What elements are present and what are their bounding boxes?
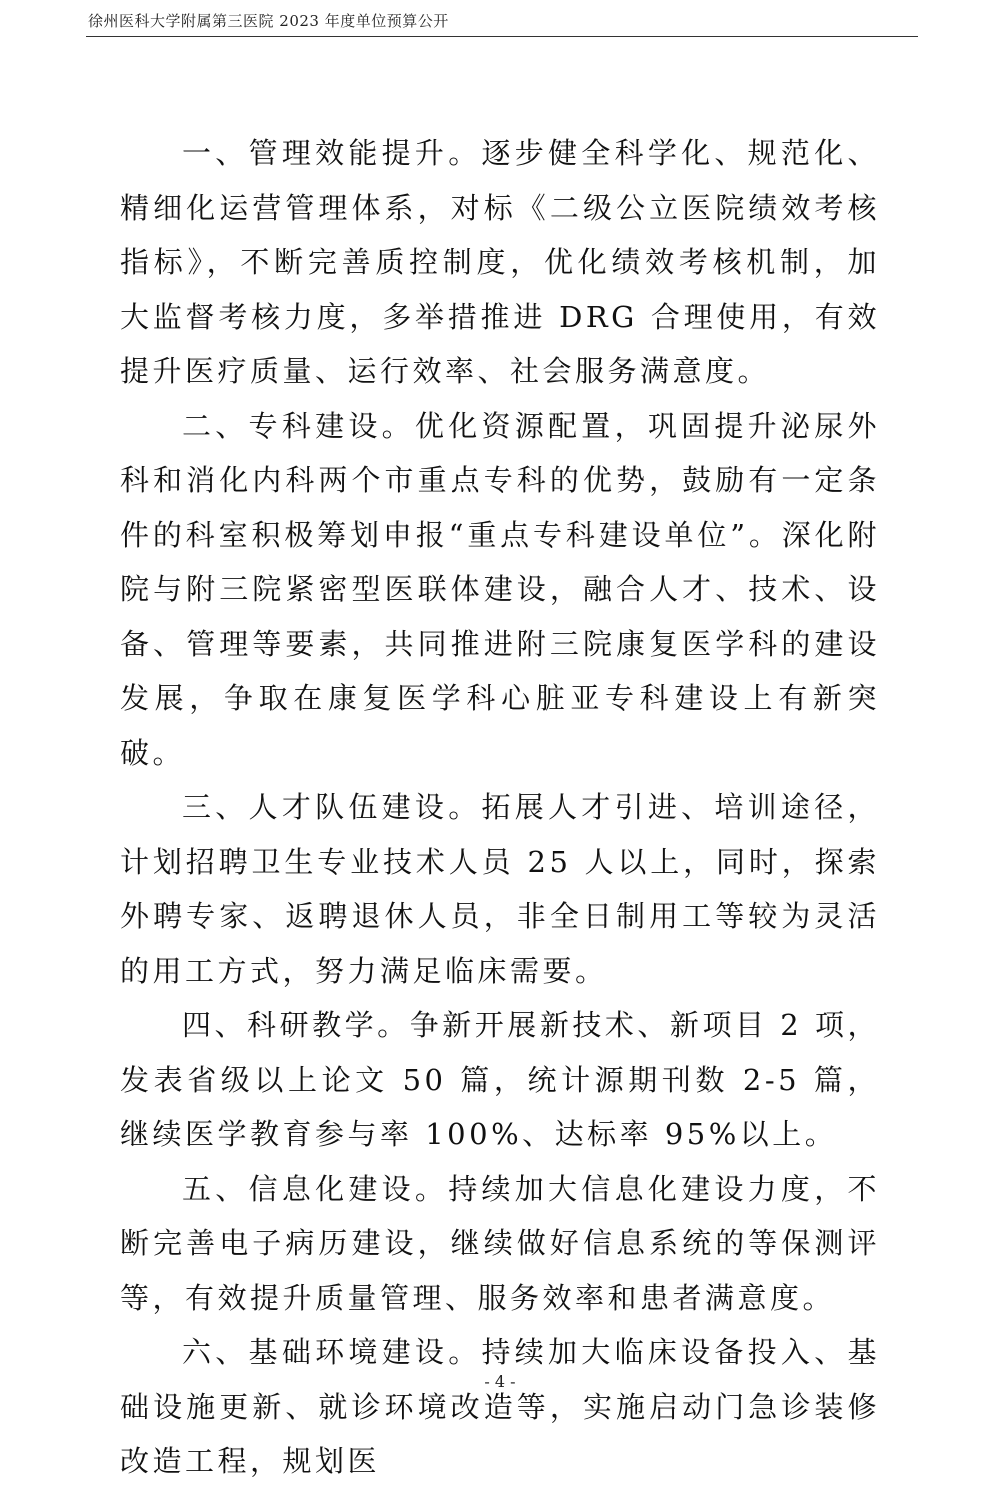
paragraph-talent: 三、人才队伍建设。拓展人才引进、培训途径，计划招聘卫生专业技术人员 25 人以上，同时，探索外聘专家、返聘退休人员，非全日制用工等较为灵活的用工方式，努力满足临床需要。	[120, 790, 880, 988]
paragraph-informatization: 五、信息化建设。持续加大信息化建设力度，不断完善电子病历建设，继续做好信息系统的等保测评等，有效提升质量管理、服务效率和患者满意度。	[120, 1171, 880, 1315]
paragraph-management: 一、管理效能提升。逐步健全科学化、规范化、精细化运营管理体系，对标《二级公立医院绩效考核指标》，不断完善质控制度，优化绩效考核机制，加大监督考核力度，多举措推进 DRG 合理使用，有效提升医疗质量、运行效率、社会服务满意度。	[120, 136, 880, 388]
page-number: - 4 -	[484, 1372, 516, 1391]
paragraph-infrastructure: 六、基础环境建设。持续加大临床设备投入、基础设施更新、就诊环境改造等，实施启动门急诊装修改造工程，规划医	[120, 1335, 880, 1478]
header-divider	[86, 36, 918, 37]
paragraph-specialty: 二、专科建设。优化资源配置，巩固提升泌尿外科和消化内科两个市重点专科的优势，鼓励有一定条件的科室积极筹划申报“重点专科建设单位”。深化附院与附三院紧密型医联体建设，融合人才、技术、设备、管理等要素，共同推进附三院康复医学科的建设发展，争取在康复医学科心脏亚专科建设上有新突破。	[120, 408, 880, 770]
page-header-title: 徐州医科大学附属第三医院 2023 年度单位预算公开	[88, 12, 449, 30]
paragraph-research: 四、科研教学。争新开展新技术、新项目 2 项，发表省级以上论文 50 篇，统计源期刊数 2-5 篇，继续医学教育参与率 100%、达标率 95%以上。	[120, 1008, 880, 1151]
document-body	[120, 126, 880, 1489]
